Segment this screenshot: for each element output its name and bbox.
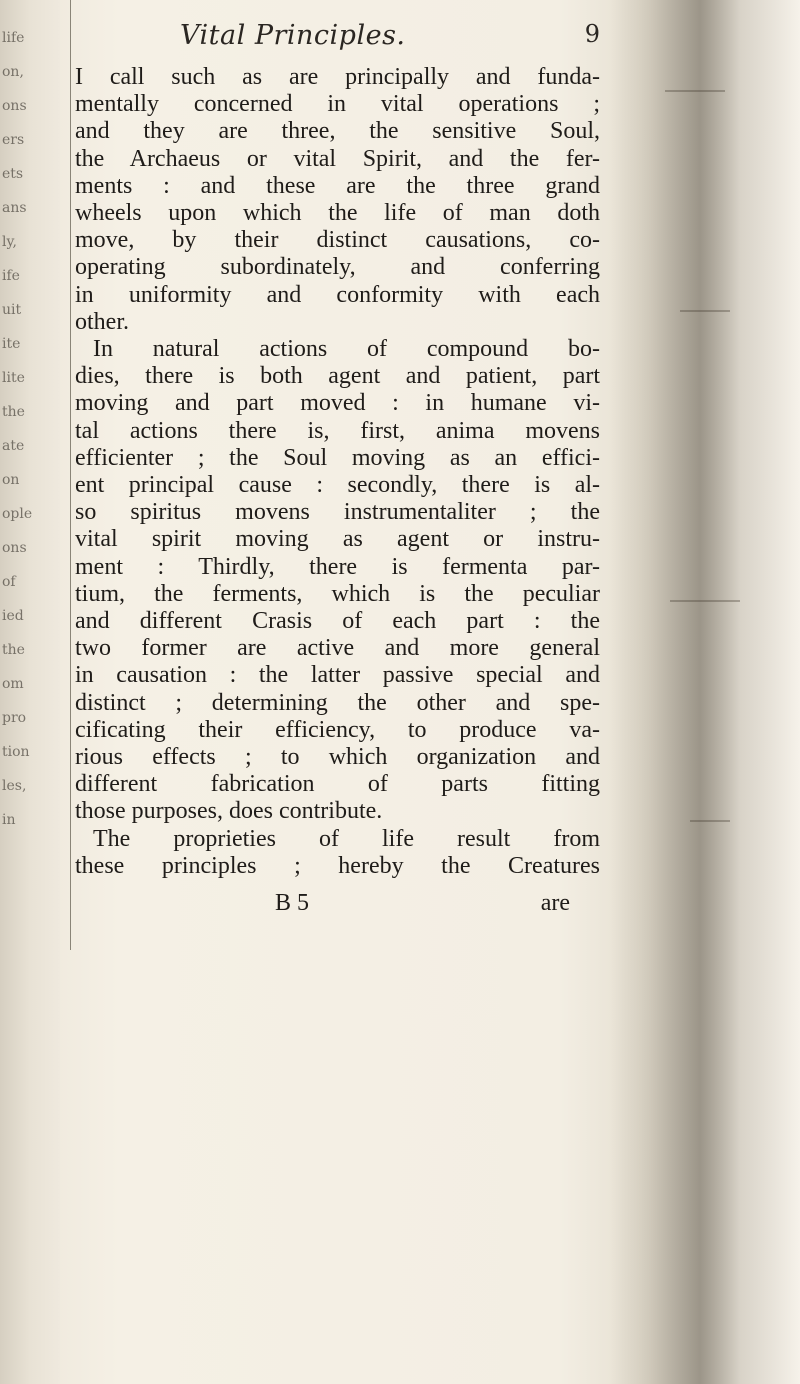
text-line: cificating their efficiency, to produce va- (75, 716, 600, 743)
margin-fragment: on (2, 472, 20, 488)
margin-fragment: life (2, 30, 25, 46)
margin-fragment: ers (2, 132, 25, 148)
text-line: move, by their distinct causations, co- (75, 227, 600, 254)
margin-fragment: the (2, 404, 25, 420)
signature-mark: B 5 (275, 890, 310, 916)
text-line: The proprieties of life result from (93, 825, 600, 852)
text-line: in causation : the latter passive special and (75, 662, 600, 689)
margin-fragment: ets (2, 166, 24, 182)
text-line: ments : and these are the three grand (75, 172, 600, 199)
text-line: so spiritus movens instrumentaliter ; the (75, 499, 600, 526)
margin-fragment: ons (2, 540, 27, 556)
text-line: in uniformity and conformity with each (75, 281, 600, 308)
margin-fragment: ly, (2, 234, 17, 250)
text-line: two former are active and more general (75, 635, 600, 662)
text-line: efficienter ; the Soul moving as an effici- (75, 444, 600, 471)
text-line: and different Crasis of each part : the (75, 608, 600, 634)
margin-fragment: ople (2, 506, 33, 522)
margin-fragment: tion (2, 744, 30, 760)
text-line: the Archaeus or vital Spirit, and the fer- (75, 145, 600, 172)
running-title: Vital Principles. (180, 20, 406, 51)
margin-fragment: of (2, 574, 16, 590)
text-line: different fabrication of parts fitting (75, 771, 600, 798)
margin-fragment: om (2, 676, 24, 692)
text-line: and they are three, the sensitive Soul, (75, 118, 600, 145)
text-line: dies, there is both agent and patient, part (75, 363, 600, 390)
margin-fragment: ite (2, 336, 21, 352)
margin-fragment: in (2, 812, 16, 828)
text-line: tal actions there is, first, anima movens (75, 417, 600, 444)
text-line: those purposes, does contribute. (75, 798, 383, 825)
text-line: vital spirit moving as agent or instru- (75, 526, 600, 553)
text-line: moving and part moved : in humane vi- (75, 390, 600, 417)
text-line: other. (75, 308, 129, 335)
text-line: rious effects ; to which organization and (75, 744, 600, 770)
text-line: ment : Thirdly, there is fermenta par- (75, 553, 600, 580)
margin-fragment: ans (2, 200, 27, 216)
page-gutter-shadow (610, 0, 800, 1384)
text-line: operating subordinately, and conferring (75, 254, 600, 281)
margin-fragment: ife (2, 268, 20, 284)
text-block (75, 20, 600, 916)
margin-fragment: ate (2, 438, 25, 454)
signature-line (75, 890, 600, 920)
margin-rule (70, 0, 71, 950)
margin-fragment: lite (2, 370, 25, 386)
text-line: I call such as are principally and funda- (75, 64, 600, 90)
running-head (85, 20, 600, 54)
margin-fragment: uit (2, 302, 22, 318)
margin-fragment: ons (2, 98, 27, 114)
margin-fragment: on, (2, 64, 24, 80)
page-number: 9 (584, 20, 600, 48)
text-line: wheels upon which the life of man doth (75, 200, 600, 226)
text-line: tium, the ferments, which is the peculiar (75, 580, 600, 607)
margin-fragment: les, (2, 778, 27, 794)
margin-fragment: pro (2, 710, 27, 726)
text-line: mentally concerned in vital operations ; (75, 91, 600, 118)
text-line: In natural actions of compound bo- (93, 336, 600, 362)
margin-fragment: ied (2, 608, 24, 624)
text-line: distinct ; determining the other and spe- (75, 689, 600, 716)
margin-fragment: the (2, 642, 25, 658)
catchword: are (540, 890, 570, 916)
text-line: these principles ; hereby the Creatures (75, 852, 600, 879)
text-line: ent principal cause : secondly, there is al- (75, 472, 600, 498)
